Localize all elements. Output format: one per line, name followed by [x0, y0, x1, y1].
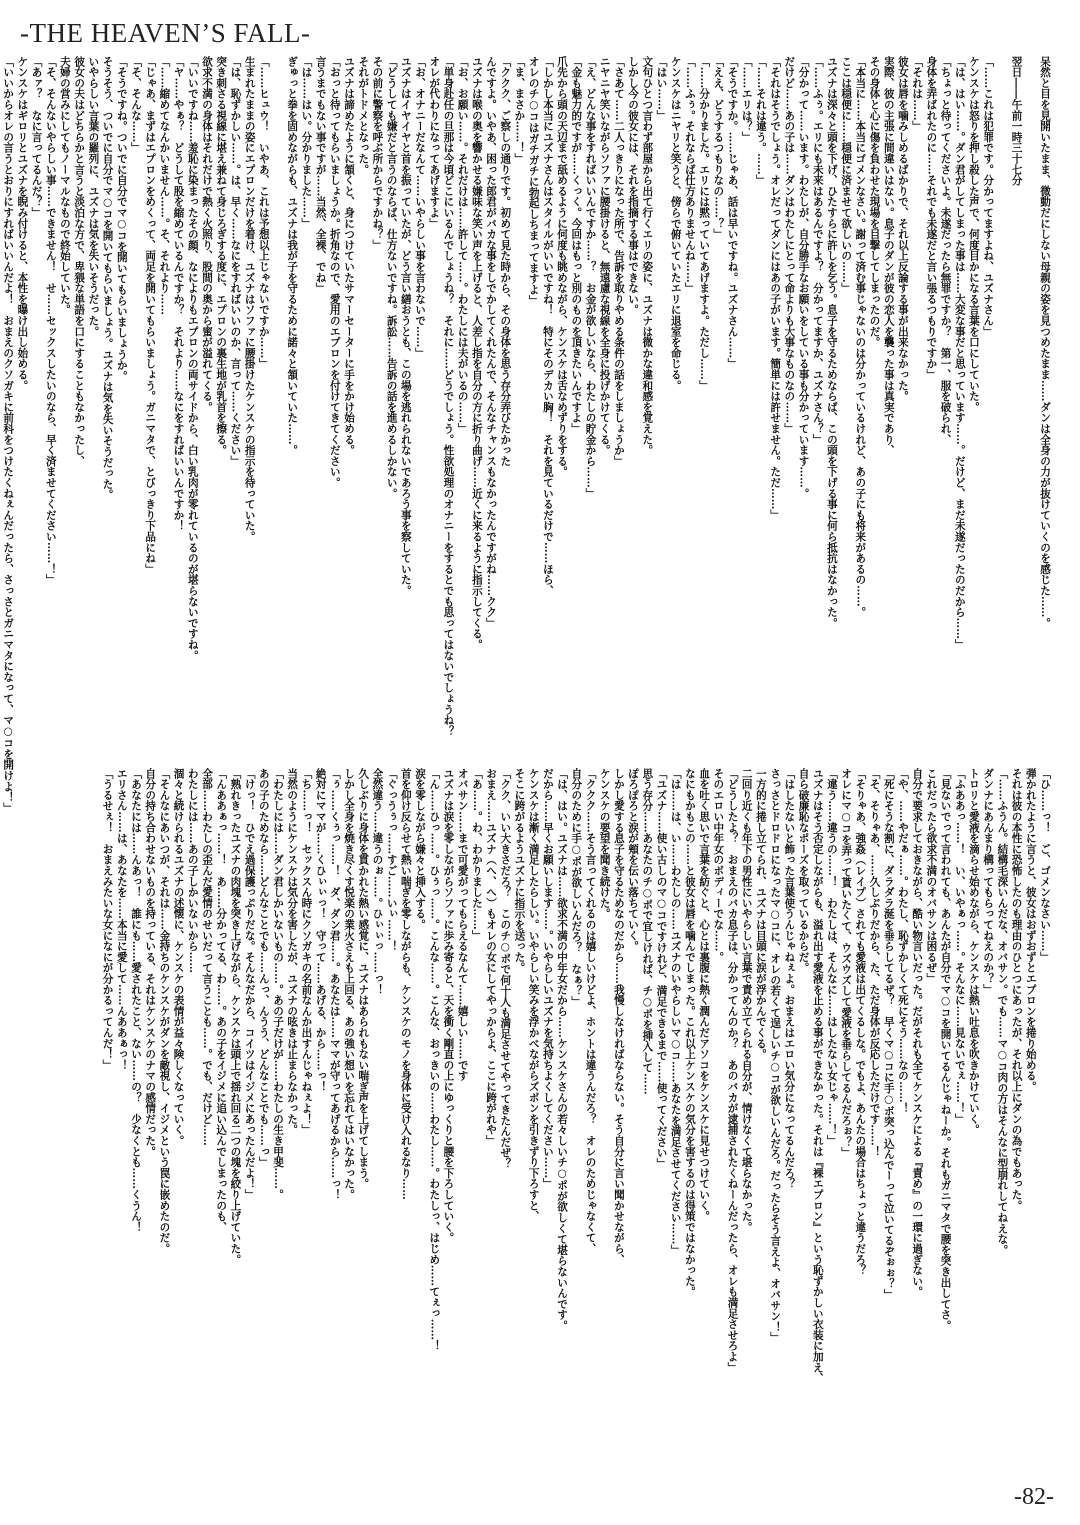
text-line: 「そりゃあ、強姦（レイプ）されても愛液は出てくるしな。でもよ、あんたの場合はちょっと違うだろ？	[854, 768, 867, 1276]
text-line: 「それは……」	[911, 56, 924, 132]
book-title: -THE HEAVEN’S FALL-	[20, 18, 311, 48]
text-line: ぽろぽろと涙が頬を伝い落ちていく。	[627, 768, 640, 952]
text-line: 涙を零しながら嫌々と挿入する。	[414, 768, 427, 930]
text-line: ユズナはそう否定しながらも、溢れ出す愛液を止める事ができなかった。それは『裸エプロン』という恥ずかしい衣装に加え、	[811, 768, 824, 1384]
text-line: 久しぶりに身体を貫かれた熱い感覚に、ユズナはあられもない喘ぎ声を上げてしまう。	[357, 768, 370, 1190]
text-line: 自分のために手○ポが欲しいんだろ？ なぁ？」	[570, 768, 583, 1007]
text-line: 「それはそうでしょう。オレだってダンにはあの子がいます。簡単には許せません。ただ……」	[769, 56, 782, 521]
text-line: いやらしい言葉の羅列に、ユズナは気を失いそうだった。	[87, 56, 100, 337]
text-line: ユズナは諦めたように頷くと、身につけていたサマーセーターに手をかけ始める。	[343, 56, 356, 456]
text-line: 「熟れきったユズナの肉塊を突き上げながら、ケンスケは頭上で揺れ回る二つの塊を絞り上げていた。	[229, 768, 242, 1265]
text-line: 「どうしても嫌だと言うのならば、仕方ないですね。訴訟……告訴の話を進めるしかない。	[385, 56, 398, 499]
text-line: ケンスケはニヤリと笑うと、傍らで俯いていたエリに退室を命じる。	[669, 56, 682, 391]
text-line: 「……これは犯罪です。分かってますよね、ユズナさん」	[982, 56, 995, 337]
text-line: ケンスケの要望を聞き続けた。	[598, 768, 611, 920]
text-line: 「ククク、ご察しの通りです。初めて見た時から、その身体を思う存分弄びたかった	[499, 56, 512, 467]
text-line: 「ええ、どうするつもりなの……？」	[712, 56, 725, 240]
text-line: 二回り近くも年下の男性にいやらしい言葉で責め立てられる自分が、情けなくて堪らなかった。	[740, 768, 753, 1233]
text-line: ニヤニヤ笑いながらソファに腰掛けると、無遠慮な視線を全身に投げかけてくる。	[598, 56, 611, 456]
text-line: 「は、恥ずかしい……。は、早く……なにをすればいいのか、言って……ください」	[229, 56, 242, 467]
text-line: 血を吐く思いで言葉を紡ぐと、心とは裏腹に熱く潤んだアソコをケンスケに見せつけていく。	[698, 768, 711, 1222]
text-line: 「どうしたよ？ おまえのバカ息子は、分かってんのか？ あのバカが逮捕されたくねーんだったら、オレも満足させろよ」	[726, 768, 739, 1373]
text-line: 「は……は、い……わたしの……ユズナのいやらしいマ○コ……あなたを満足させてください……」	[669, 768, 682, 1256]
text-line: 「ち……っ！ セックスん時にクソガキの名前なんか出すんじゃねぇよ！」	[300, 768, 313, 1136]
text-line: わたしには……あの子しかいないから……	[186, 768, 199, 974]
text-line: だけど……あの子は……ダンはわたしにとって命よりも大事なものなの……」	[783, 56, 796, 434]
text-line: オバサン……まで可愛がってもらえるなんて……嬉しい……です	[456, 768, 469, 1082]
text-line: そうそう、ついでに自分でマ○コを開いてもらいましょう。ユズナは気を失いそうだった。	[101, 56, 114, 501]
text-line	[1024, 56, 1038, 692]
text-line: ぎゅっと拳を固めながらも、ユズナは我が子を守るために諾々と頷いていた……。	[286, 56, 299, 456]
text-line: それは彼の本性に恐怖したのも理由のひとつにあったが、それ以上にダンの為でもあった。	[1010, 768, 1023, 1211]
text-line: 文句ひとつ言わず部屋から出て行くエリの姿に、ユズナは微かな違和感を覚えた。	[641, 56, 654, 456]
text-line: ここは穏便に……穏便に済ませて欲しいの……」	[840, 56, 853, 294]
text-line	[995, 56, 1009, 692]
text-line: 「……ふぅ。それならば仕方ありませんね……」	[683, 56, 696, 294]
text-line: 思う存分……あなたのチ○ポで宜しければ、チ○ポを挿入して……	[641, 768, 654, 1095]
text-line: 「……ふぅ。エリにも未来はあるんですよ？ 分かってますか、ユズナさん？」	[811, 56, 824, 445]
text-line: 身体を弄ばれたのに……それでも未遂だと言い張るつもりですか」	[925, 56, 938, 380]
text-line: ケンスケは漸く満足したらしい。いやらしい笑みを浮かべながらズボンを引きずり下ろすと、	[527, 768, 540, 1222]
text-line: 「いいからオレの言うとおりにすればいいんだよ！ おまえのクソガキに前科をつけたくねぇんだったら、さっさとガニマタになって、マ○コを開けよ！」	[2, 56, 15, 814]
text-line: 「……分かりました。エリには黙っていてあげますよ。ただし……」	[698, 56, 711, 391]
text-line: なにもかもこの……と彼女は唇を噛んでしまった。これ以上ケンスケの気分を害するのは得策ではなかった。	[683, 768, 696, 1298]
text-line: 翌日――午前一時三十七分	[1010, 56, 1023, 186]
text-line: 爪先から頭の天辺まで舐めるように何度も眺めながら、ケンスケは舌なめずりをする。	[556, 56, 569, 478]
text-line: 涸々と続けられるユズナの述懐に、ケンスケの表情が益々険しくなっていく。	[172, 768, 185, 1146]
text-line: 「さあて……二人っきりになった所で、告訴を取りやめる条件の話をしましょうか」	[612, 56, 625, 467]
text-line: 「うるせぇ！ おまえみたいな女になにが分かるってんだ！」	[101, 768, 114, 1071]
text-line: 「そんなにあいつが、それは……金持ちのケンスケがダンを敵視し、イジメという罠に嵌めたのだ。	[158, 768, 171, 1254]
text-line: ユズナはイヤイヤと首を振っていたが、どう言い繕おうとも、この場を逃れられないであろう事を察していた。	[399, 56, 412, 596]
text-line: 彼女の夫はどちらかと言うと淡泊な方で、卑猥な単語を口にすることもなかったし、	[73, 56, 86, 467]
text-line: オレのチ○コはガチガチに勃起しちまってますよ」	[527, 56, 540, 306]
text-line: オレにマ○コを弄って貰いたくて、ウズウズして愛液を垂らしてるんだろぉ？」	[840, 768, 853, 1159]
text-line: そのエロい中年女のボディーでな……。	[712, 768, 725, 963]
text-line: それがトドメとなった。	[357, 56, 370, 175]
text-line: 「は、はい……。ダン君がしてしまった事は……大変な事だと思っています……。だけど、まだ未遂だったのだから……」	[953, 56, 966, 650]
text-line: 「しかし本当にユズナさんはスタイルがいいですね！ 特にそのデカい胸！ それを見ているだけで……ほら、	[541, 56, 554, 596]
text-line: 「ぅ……くぅっ……！ ダ、ダン君……。あなたは……ママが守ってあげるから……っ！	[328, 768, 341, 1200]
text-line: しかし全身を焼き尽くす悦楽の業火さえも上回る、あの強い想いを忘れてはいなかった。	[343, 768, 356, 1200]
text-line: 「え、どんな事をすればいいんですか……？ お金が欲しいなら、わたしの貯金から……」	[584, 56, 597, 499]
text-line: 「……ヒュウ！ いやあ、これは予想以上じゃないですか……」	[257, 56, 270, 370]
text-line: 「お、オナニーだなんて……いやらしい事を言わないで……」	[414, 56, 427, 359]
text-line: 当然のようにケンスケは気分を害したが、ユズナの呟きは止まらなかった。	[286, 768, 299, 1136]
text-line: 全然違う……違うのぉ……。ひぃぃっ……っ！	[371, 768, 384, 995]
text-line: 「そ、そりゃあ、……久しぶりだから、た、ただ身体が反応しただけです……！	[868, 768, 881, 1157]
text-line: あの子のためなら……どんなことでも……んっ、んうう、どんなことでも……っ」	[257, 768, 270, 1168]
text-line: 自分で要求しておきながら、酷い物言いだった。だがそれも全てケンスケによる『責め』の一環に過ぎない。	[911, 768, 924, 1298]
text-line: ケンスケはギロリとユズナを睨み付けると、本性を曝け出し始める。	[16, 56, 29, 391]
text-line: オレが代わりになってあげますよ」	[428, 56, 441, 229]
text-line: 「や、……やだぁ……。わたし、恥ずかしくて死にそう……なの……！	[896, 768, 909, 1114]
text-line: 「死にそうな割に、ダラダラ涎を垂らしてるぜ？ 早くマ○コに手○ボ突っ込んでーって泣いてるぞぉぉ？」	[882, 768, 895, 1300]
text-line: 「……エリは？」	[740, 56, 753, 143]
text-line: 「ま、まさか……！」	[513, 56, 526, 164]
text-line: 「そ、そんないやらしい事……できません！ せ……セックスしたいのなら、早く済ませてください……！」	[44, 56, 57, 586]
text-line: ユズナは深々と頭を下げ、ひたすらに許しを乞う。息子を守るためならば、この頭を下げる事に何ら抵抗はなかった。	[825, 56, 838, 629]
page-number: -82-	[1014, 1484, 1054, 1510]
text-line: 「……それは違う。……」	[754, 56, 767, 186]
text-line: 自分の持ち合わせないものを持っている、それはケンスケのナマの感情だった。	[144, 768, 157, 1157]
text-line: さっさとドロドロになったマ○コに、オレの若くて逞しいチ○コが欲しいんだろ。だったらそう言えよ、オバサン！」	[769, 768, 782, 1344]
text-line: トロリと愛液を滴らせ始めながら、ケンスケは熱い吐息を吹きかけていく。	[967, 768, 980, 1136]
text-line: 「は、はい。ユズナは……欲求不満の中年女だから……ケンスケさんの若々しいチ○ポが欲しくて堪らないんです。	[556, 768, 569, 1331]
text-line: 「クク、いい大きさだろ？ このチ○ポで何十人も満足させてやってきたんだぜ？	[499, 768, 512, 1169]
top-text-block	[2, 56, 1052, 814]
text-line: 「いいですね……羞恥に染まったその顔、なによりもエプロンの両サイドから、白い乳肉が零れているのが堪らないですね。	[186, 56, 199, 661]
text-line: んですよ。いやあ、困った郎君がバカな事をしでかしてくれたんで、そんなチャンスもなかったんですがね……クク」	[485, 56, 498, 629]
text-line: 全部……わたしの歪んだ愛情のせいだって言うことも……。でも、だけど……	[201, 768, 214, 1146]
text-line: エリさん……は、あなたを……本当に愛して……んああぁっ！	[115, 768, 128, 1071]
text-line: 自ら破廉恥なポーズを取っているからだ。	[797, 768, 810, 974]
text-line: 「ククク……そう言ってくれるのは嬉しいけどよ、ホントは違うんだろ？ オレのためじゃなくて、	[584, 768, 597, 1254]
text-line: 言うまでもない事ですが……当然、全裸、でね」	[314, 56, 327, 294]
text-line: その身体と心に傷を負わせた現場を目撃してしまったのだ。	[868, 56, 881, 348]
text-line: 「ユズナ……使い古しのマ○コですけれど、満足できるまで……使ってください」	[655, 768, 668, 1169]
text-line: 「単身赴任の旦那は今頃どこにいるんでしょうね？ それに……どうでしょう。性欲処理のオナニーをするとでも思ってはないでしょうね？	[442, 56, 455, 737]
text-line: 「わたしには……ダン君しかいないもの……。あの子だけが……わたしの生き甲斐……。	[272, 768, 285, 1200]
text-line: 「はしたないと飾った言葉使うんじゃねぇよ。おまえはエロい気分になってるんだろ？	[783, 768, 796, 1190]
text-line: 「分かって……います。わたしが、自分勝手なお願いをしている事も分かっています……。	[797, 56, 810, 499]
text-line: 「……ふうん。結構毛深いんだな、オバサン。でも……マ○コ肉の方はそんなに型崩れしてねえな。	[996, 768, 1009, 1256]
text-line: 「ぐっうぅっ……すご……いぃ……！	[385, 768, 398, 952]
text-line: だから……早くお願いします……。いやらしいユズナを気持ちよくしてください……」	[541, 768, 554, 1190]
text-line: 「金も魅力的ですが……くっく。今回はもっと別のものを頂きたいんですよ」	[570, 56, 583, 434]
text-line: ユズナは涙を零しながらソファに歩み寄ると、天を衝く剛直の上にゆっくりと腰を下ろしていく。	[442, 768, 455, 1244]
text-line: その前に警察を呼ぶ所からですかね？」	[371, 56, 384, 251]
text-line: 弾かれたように言うと、彼女はおずおずとエプロンを捲り始める。	[1024, 768, 1037, 1092]
text-line: しかし愛する息子を守るためなのだから……我慢しなければならない。そう自分に言い聞かせながら、	[612, 768, 625, 1265]
text-line: 「本当に……本当にゴメンなさい。謝って済む事じゃないのは分かっているけれど、あの子にも将来があるの……。	[854, 56, 867, 618]
text-line: 「んああぁっ……！ あ……分かってる、わ……。あの子をイジメに追い込んでしまったのも、	[215, 768, 228, 1233]
text-line: おまえ……ユズナ（へ、へ）もオレの女にしてやっからよ、ここに跨がれや」	[485, 768, 498, 1146]
text-line: 「そうですね。ついでに自分でマ○コを開いてもらいましょうか。	[115, 56, 128, 382]
text-line	[271, 56, 285, 692]
text-line: 突き刺さる視線に堪え兼ねて身じろぎする度に、エプロンの裏生地が乳首を擦る。	[215, 56, 228, 456]
text-line: 彼女は唇を噛みしめるばかりで、それ以上反論する事が出来なかった。	[896, 56, 909, 402]
text-line: 実際、彼の主張に間違いはない。息子のダンが彼の恋人を襲った事は真実であり、	[882, 56, 895, 456]
text-line: 「じゃあ、まずはエプロンをめくって、両足を開いてもらいましょう。ガニマタで、とびっきり下品にね」	[144, 56, 157, 575]
text-line: ダンナにあんまり構ってもらってねえのか？」	[982, 768, 995, 995]
text-line: 「見ないでって言われても、あんたが自分でマ○コを開いてるんじゃねーか。それもガニマタで腰を突き出してさ。	[939, 768, 952, 1331]
text-line: 「そ、そんな……」	[130, 56, 142, 154]
text-line: 「ヤ……やぁ？ どうして股を縮めているんですか？ それより……なにをすればいいんですか！	[172, 56, 185, 532]
text-line: 「あ……。わ、わかりました……」	[470, 768, 483, 941]
text-line: 「ちょっと待ってくださいよ。未遂だったら無罪ですか？ 第一、服を破られ、	[939, 56, 952, 445]
text-line: 絶対にママが……くひぃぃっ！ 守って……あげる、から……っ！	[314, 768, 327, 1092]
text-line: 「ふああっ……！ い、いやぁっ……。そんなに……見ないでぇ……！」	[953, 768, 966, 1125]
text-line: 「そうですか。……じゃあ、話は早いですね。ユズナさん……」	[726, 56, 739, 370]
text-line: 「あなたには……んあっ！ 誰にも……愛されたこと、ない……の？ 少なくとも……くうん！	[130, 768, 142, 1233]
text-line: 欲求不満の身体はそれだけで熱く火照り、股間の奥から蜜が溢れてくる。	[201, 56, 214, 413]
text-line: 「は……はい。分かりました……」	[300, 56, 313, 229]
text-line: 生まれたままの姿にエプロンだけを着け、ユズナはソファに腰掛けたケンスケの指示を待っていた。	[243, 56, 256, 542]
text-line: 「あァ？ なに言ってるんだ？」	[30, 56, 43, 218]
text-line: しかし今の彼女には、それを指摘する事はできない。	[627, 56, 640, 316]
text-line: ユズナは喉の奥を響かせる嫌味な笑い声を上げると、人差し指を自分の方に折り曲げ……近くに来るように指示してくる。	[470, 56, 483, 650]
text-line: 「はい……」	[655, 56, 668, 121]
text-line: 「お、お願い……。それだけは……許して……。わたしには夫がいるの……」	[456, 56, 469, 434]
text-line: 夫婦の営みにしてもノーマルなもので終始していた。	[58, 56, 71, 316]
text-line: 首を仰け反らせて熱い喘ぎを零しながらも、ケンスケのモノを身体に受け入れるなり……	[399, 768, 412, 1200]
text-line: 「おっと待ってもらいましょうか。折角なので、愛用のエプロンを付けてきてください。	[328, 56, 341, 488]
text-line: 「ひ……っ！ ご、ゴメンなさい……」	[1039, 768, 1051, 963]
bottom-text-block	[42, 768, 1052, 1448]
text-line: 呆然と目を見開いたまま、微動だにしない母親の姿を見つめたまま……ダンは全身の力が抜けていくのを感じた……。	[1039, 56, 1051, 629]
text-line: ケンスケは怒りを押し殺した声で、何度目かになる言葉を口にしていた。	[967, 56, 980, 413]
text-line: 「けっ！ ひでえ過保護っぷりだな。そんなだから、コイツはイジメにあったんだよ！」	[243, 768, 256, 1200]
text-line: 「違う……違うの……！ わたしは、そんなに……はしたない女じゃ……！」	[825, 768, 838, 1146]
text-line: 一方的に捲し立てられ、ユズナは目頭に涙が浮かんでくる。	[754, 768, 767, 1060]
text-line: これだったら欲求不満のオバサンは困るぜ」	[925, 768, 938, 984]
text-line: 「……縮めてなんかいません……。そ、それより……	[158, 56, 171, 316]
text-line: 「ん……ひっ……。ひぅっ……。こんな……。こんな、おっきいの……わたし……。わたしっ、はじめ……てぇっ……！	[428, 768, 441, 1352]
text-line: そこに跨がるようユズナに指示を送った。	[513, 768, 526, 974]
